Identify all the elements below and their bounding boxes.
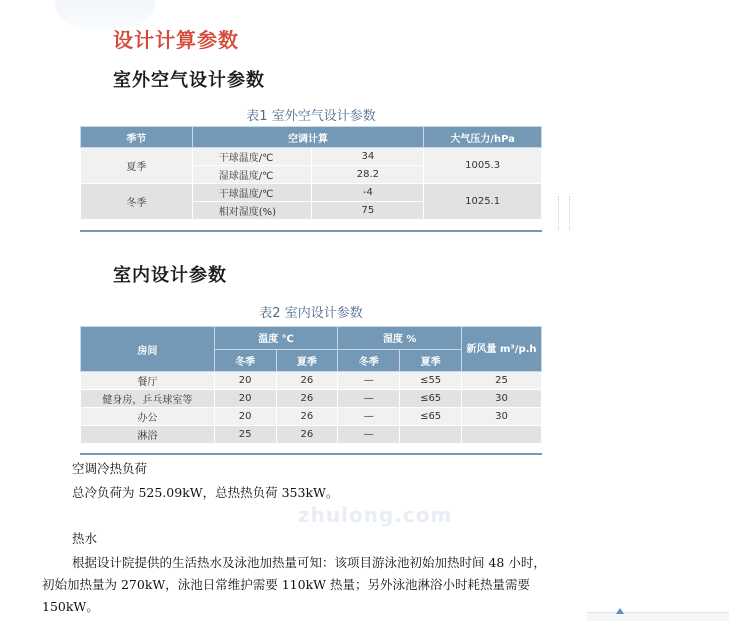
table2-hum-summer [400, 426, 462, 444]
table2-header-temp-summer: 夏季 [276, 349, 338, 372]
table2-hum-winter: — [338, 372, 400, 390]
table2-indoor-params [80, 326, 542, 444]
table1-pressure: 1025.1 [424, 184, 542, 220]
table2-header-hum-winter: 冬季 [338, 349, 400, 372]
table2-caption: 表2 室内设计参数 [259, 306, 363, 321]
table-row [81, 372, 542, 390]
table2-fresh-air: 30 [462, 390, 542, 408]
table2-temp-winter: 20 [214, 408, 276, 426]
table2-hum-summer: ≤65 [400, 408, 462, 426]
table1-item-label: 干球温度/℃ [192, 184, 312, 202]
table1-item-label: 干球温度/℃ [192, 148, 312, 166]
table1-bottom-rule [80, 230, 542, 232]
table2-temp-winter: 20 [214, 390, 276, 408]
table2-bottom-rule [80, 453, 542, 455]
table2-header-room: 房间 [81, 327, 215, 372]
table2-temp-summer: 26 [276, 372, 338, 390]
table1-header-ac: 空调计算 [192, 127, 424, 148]
table1-item-value: 34 [312, 148, 424, 166]
table-row [81, 426, 542, 444]
table2-header-fresh-air: 新风量 m³/p.h [462, 327, 542, 372]
table2-fresh-air: 30 [462, 408, 542, 426]
table2-room: 健身房，乒乓球室等 [81, 390, 215, 408]
table2-temp-winter: 20 [214, 372, 276, 390]
section-title-outdoor: 室外空气设计参数 [113, 70, 265, 91]
table2-temp-summer: 26 [276, 426, 338, 444]
table2-header-temp-winter: 冬季 [214, 349, 276, 372]
table1-item-value: 28.2 [312, 166, 424, 184]
table1-caption: 表1 室外空气设计参数 [246, 109, 376, 124]
table1-outdoor-params [80, 126, 542, 220]
document-title: 设计计算参数 [113, 28, 239, 52]
hot-water-line-1: 根据设计院提供的生活热水及泳池加热量可知：该项目游泳池初始加热时间 48 小时， [72, 555, 546, 570]
arrow-up-icon[interactable] [616, 608, 624, 614]
decorative-dots [558, 196, 570, 230]
table2-room: 餐厅 [81, 372, 215, 390]
table2-room: 办公 [81, 408, 215, 426]
table2-temp-winter: 25 [214, 426, 276, 444]
table-row [81, 408, 542, 426]
table2-fresh-air [462, 426, 542, 444]
table2-temp-summer: 26 [276, 408, 338, 426]
table2-hum-winter: — [338, 408, 400, 426]
table2-fresh-air: 25 [462, 372, 542, 390]
table2-hum-winter: — [338, 426, 400, 444]
table-row [81, 390, 542, 408]
table2-hum-summer: ≤65 [400, 390, 462, 408]
table1-header-pressure: 大气压力/hPa [424, 127, 542, 148]
site-watermark: zhulong.com [298, 503, 453, 527]
table2-temp-summer: 26 [276, 390, 338, 408]
section-title-indoor: 室内设计参数 [113, 265, 227, 286]
table1-item-label: 湿球温度/℃ [192, 166, 312, 184]
load-text: 总冷负荷为 525.09kW，总热热负荷 353kW。 [72, 485, 339, 500]
table2-header-temp: 温度 ℃ [214, 327, 338, 350]
table2-header-hum-summer: 夏季 [400, 349, 462, 372]
table-row [81, 148, 542, 166]
table2-hum-summer: ≤55 [400, 372, 462, 390]
table1-item-value: 75 [312, 202, 424, 220]
table1-header-season: 季节 [81, 127, 193, 148]
load-heading: 空调冷热负荷 [72, 461, 148, 476]
table1-item-value: -4 [312, 184, 424, 202]
table2-header-humidity: 湿度 % [338, 327, 462, 350]
table1-season: 冬季 [81, 184, 193, 220]
table1-season: 夏季 [81, 148, 193, 184]
table1-pressure: 1005.3 [424, 148, 542, 184]
table-row [81, 184, 542, 202]
table2-room: 淋浴 [81, 426, 215, 444]
hot-water-heading: 热水 [72, 531, 98, 546]
hot-water-line-2: 初始加热量为 270kW，泳池日常维护需要 110kW 热量；另外泳池淋浴小时耗热量需要 [42, 577, 530, 592]
table2-hum-winter: — [338, 390, 400, 408]
table1-item-label: 相对湿度(%) [192, 202, 312, 220]
hot-water-line-3: 150kW。 [42, 599, 99, 614]
